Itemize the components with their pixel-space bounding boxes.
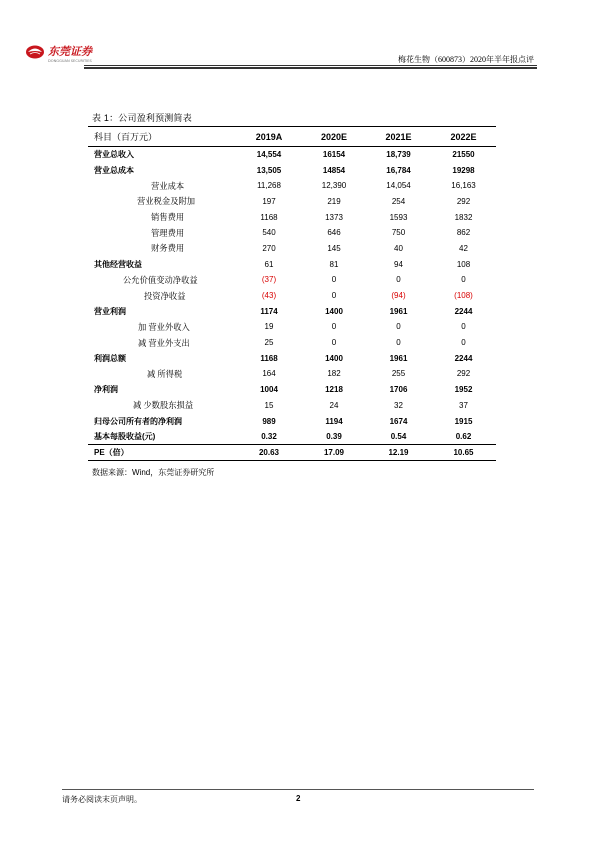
table-row xyxy=(88,429,496,445)
table-row xyxy=(88,303,496,319)
cell: 1218 xyxy=(325,385,343,395)
cell: 254 xyxy=(391,196,406,206)
cell: 0.32 xyxy=(261,431,277,441)
column-header: 2022E xyxy=(450,131,477,142)
cell: 11,268 xyxy=(257,181,281,191)
cell: 1400 xyxy=(325,306,343,316)
earnings-forecast-table xyxy=(88,126,496,461)
cell: 0 xyxy=(331,322,337,332)
cell: 1915 xyxy=(454,416,473,426)
row-label: 营业税金及附加 xyxy=(137,197,196,207)
cell: 19 xyxy=(264,322,274,332)
table-row xyxy=(88,241,496,257)
report-title: 梅花生物（600873）2020年半年报点评 xyxy=(398,55,534,64)
row-label: 减 少数股东损益 xyxy=(133,401,194,411)
cell: 12,390 xyxy=(321,181,347,191)
table-row xyxy=(88,225,496,241)
cell: 0 xyxy=(461,275,466,285)
cell: 0 xyxy=(396,338,401,348)
table-row xyxy=(88,194,496,210)
cell: (43) xyxy=(261,291,277,301)
cell: 255 xyxy=(391,369,406,379)
cell: 16,163 xyxy=(451,181,476,191)
table-row xyxy=(88,209,496,225)
row-label: 财务费用 xyxy=(151,244,185,254)
cell: 1706 xyxy=(389,385,408,395)
cell: 646 xyxy=(327,228,341,238)
cell: (94) xyxy=(391,291,406,301)
table-row xyxy=(88,256,496,272)
row-label: 销售费用 xyxy=(151,213,185,223)
cell: 12.19 xyxy=(388,448,409,458)
cell: 164 xyxy=(262,369,276,379)
page-header xyxy=(0,0,596,70)
table-row xyxy=(88,366,496,382)
cell: 989 xyxy=(262,416,276,426)
row-label: 营业成本 xyxy=(151,181,185,191)
row-label: 其他经营收益 xyxy=(94,259,142,269)
table-row xyxy=(88,398,496,414)
table-row xyxy=(88,413,496,429)
table-row xyxy=(88,350,496,366)
column-header: 科目（百万元） xyxy=(94,132,158,142)
cell: 1004 xyxy=(260,385,278,395)
cell: 292 xyxy=(456,369,471,379)
table-row xyxy=(88,319,496,335)
cell: 10.65 xyxy=(453,448,474,458)
cell: 219 xyxy=(327,196,341,206)
cell: (37) xyxy=(261,275,277,285)
row-label: 减 营业外支出 xyxy=(138,338,190,348)
forecast-table-container xyxy=(88,126,496,461)
cell: (108) xyxy=(454,291,473,301)
table-row xyxy=(88,147,496,163)
cell: 1952 xyxy=(454,385,473,395)
row-label: PE（倍） xyxy=(94,448,129,458)
row-label: 公允价值变动净收益 xyxy=(123,275,198,285)
cell: 32 xyxy=(394,400,403,410)
cell: 13,505 xyxy=(256,165,282,175)
cell: 20.63 xyxy=(258,448,280,458)
cell: 21550 xyxy=(452,150,475,160)
cell: 0 xyxy=(396,275,401,285)
footer-divider xyxy=(62,789,534,790)
table-caption: 表 1：公司盈利预测简表 xyxy=(92,113,192,123)
cell: 145 xyxy=(327,243,341,253)
cell: 1168 xyxy=(260,353,278,363)
cell: 37 xyxy=(459,400,468,410)
row-label: 营业利润 xyxy=(94,306,126,316)
table-header xyxy=(88,127,496,147)
dongguan-securities-logo xyxy=(24,42,136,64)
row-label: 投资净收益 xyxy=(144,291,186,301)
header-divider xyxy=(84,65,537,66)
row-label: 营业总成本 xyxy=(94,165,134,175)
cell: 1961 xyxy=(389,353,408,363)
cell: 17.09 xyxy=(323,448,345,458)
cell: 1174 xyxy=(260,306,278,316)
cell: 1194 xyxy=(325,416,343,426)
logo-subtext: DONGGUAN SECURITIES xyxy=(48,59,92,63)
cell: 61 xyxy=(264,259,274,269)
cell: 94 xyxy=(394,259,403,269)
page-number: 2 xyxy=(296,794,301,803)
cell: 540 xyxy=(262,228,276,238)
header-row xyxy=(88,127,496,147)
cell: 1593 xyxy=(389,212,408,222)
row-label: 净利润 xyxy=(94,385,118,395)
cell: 1674 xyxy=(389,416,408,426)
column-header: 2019A xyxy=(255,131,283,142)
cell: 0 xyxy=(461,338,466,348)
table-row xyxy=(88,272,496,288)
cell: 1832 xyxy=(454,212,473,222)
cell: 18,739 xyxy=(386,150,411,160)
cell: 292 xyxy=(456,196,471,206)
cell: 1961 xyxy=(389,306,408,316)
cell: 270 xyxy=(262,243,276,253)
row-label: 归母公司所有者的净利润 xyxy=(94,416,182,426)
header-divider-thick xyxy=(84,67,537,69)
cell: 1168 xyxy=(260,212,278,222)
table-row xyxy=(88,162,496,178)
cell: 42 xyxy=(459,243,468,253)
table-row xyxy=(88,335,496,351)
cell: 15 xyxy=(264,400,274,410)
cell: 0 xyxy=(461,322,466,332)
row-label: 利润总额 xyxy=(94,353,126,363)
cell: 1373 xyxy=(325,212,343,222)
cell: 750 xyxy=(391,228,406,238)
cell: 0.39 xyxy=(326,431,342,441)
cell: 16154 xyxy=(322,150,346,160)
cell: 2244 xyxy=(454,306,473,316)
cell: 25 xyxy=(264,338,274,348)
row-label: 加 营业外收入 xyxy=(138,322,190,332)
cell: 14,554 xyxy=(256,150,282,160)
row-label: 营业总收入 xyxy=(94,150,134,160)
cell: 14854 xyxy=(322,165,346,175)
cell: 19298 xyxy=(452,165,475,175)
column-header: 2021E xyxy=(385,131,412,142)
cell: 0.62 xyxy=(455,431,472,441)
cell: 16,784 xyxy=(386,165,411,175)
data-source-note: 数据来源：Wind，东莞证券研究所 xyxy=(92,468,215,477)
table-row xyxy=(88,445,496,461)
table-row xyxy=(88,178,496,194)
cell: 0.54 xyxy=(390,431,407,441)
cell: 0 xyxy=(331,338,337,348)
row-label: 减 所得税 xyxy=(147,369,183,379)
cell: 24 xyxy=(329,400,339,410)
cell: 40 xyxy=(394,243,403,253)
cell: 182 xyxy=(327,369,341,379)
cell: 81 xyxy=(329,259,339,269)
cell: 0 xyxy=(331,291,337,301)
row-label: 管理费用 xyxy=(151,228,185,238)
row-label: 基本每股收益(元) xyxy=(94,431,156,441)
cell: 2244 xyxy=(454,353,473,363)
logo-text: 东莞证券 xyxy=(48,45,92,58)
cell: 108 xyxy=(456,259,471,269)
cell: 14,054 xyxy=(386,181,411,191)
disclaimer-note: 请务必阅读末页声明。 xyxy=(62,795,142,804)
column-header: 2020E xyxy=(320,131,348,142)
cell: 1400 xyxy=(325,353,343,363)
cell: 197 xyxy=(262,196,276,206)
table-row xyxy=(88,288,496,304)
cell: 0 xyxy=(396,322,401,332)
cell: 862 xyxy=(456,228,471,238)
table-row xyxy=(88,382,496,398)
table-body xyxy=(88,147,496,461)
cell: 0 xyxy=(331,275,337,285)
